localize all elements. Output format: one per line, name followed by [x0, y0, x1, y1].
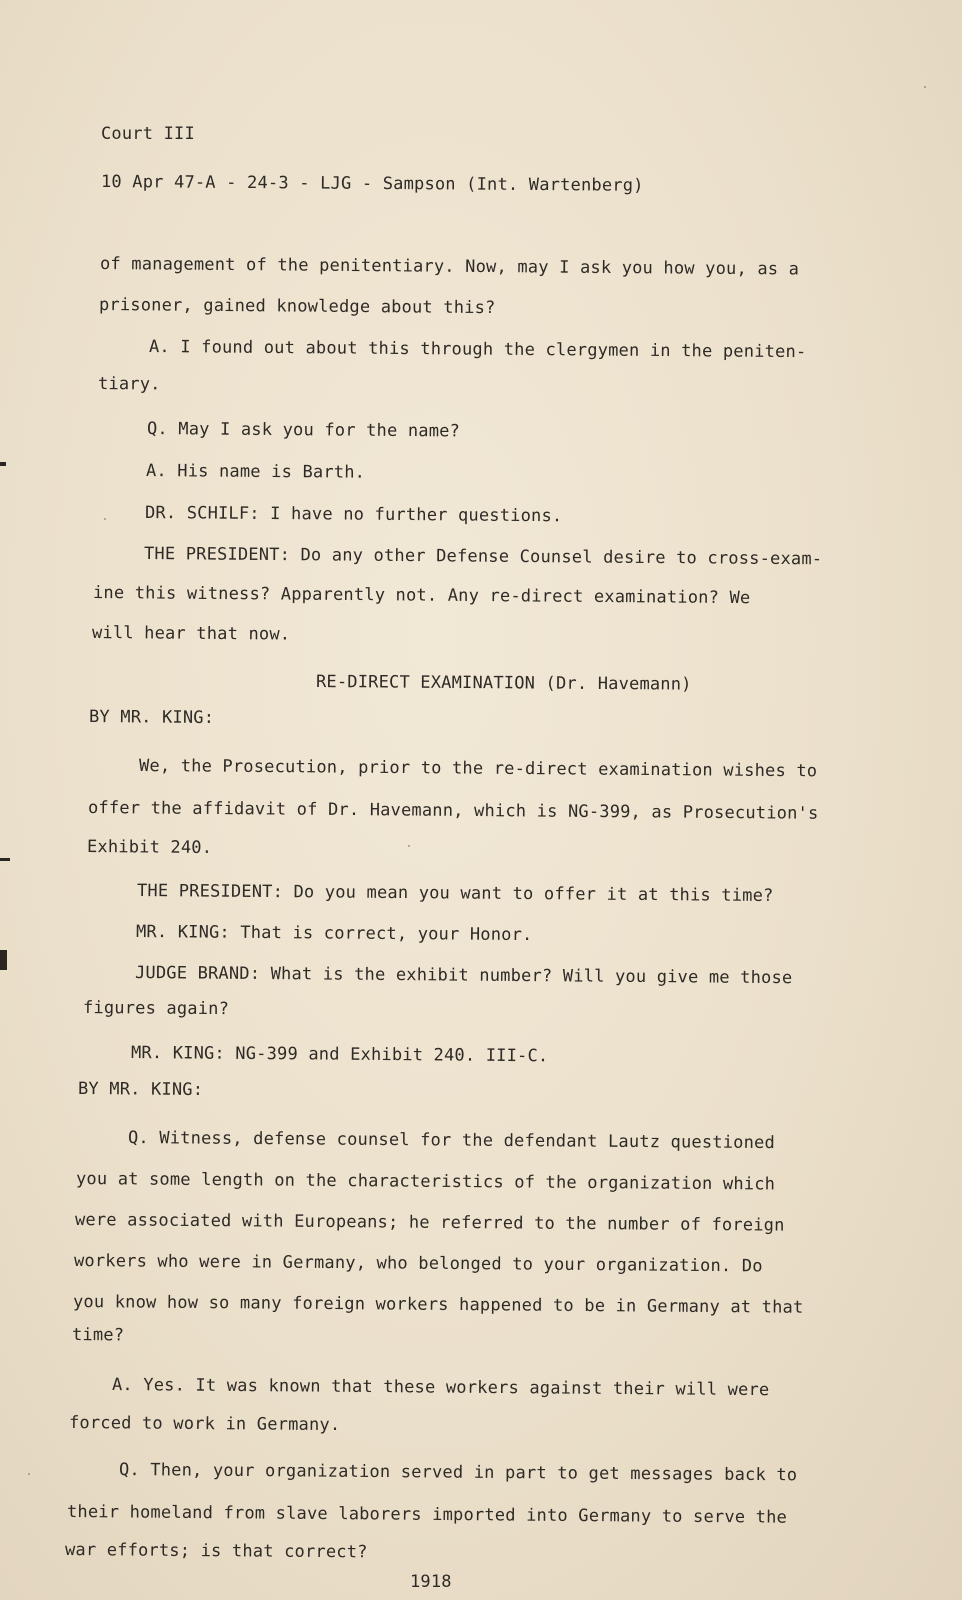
speaker-line: We, the Prosecution, prior to the re-direct examination wishes to	[138, 756, 818, 782]
body-line: their homeland from slave laborers imported into Germany to serve the	[66, 1502, 788, 1528]
body-line: workers who were in Germany, who belonged to your organization. Do	[73, 1251, 763, 1277]
question-line: Q. Witness, defense counsel for the defendant Lautz questioned	[127, 1128, 776, 1154]
body-line: offer the affidavit of Dr. Havemann, which is NG-399, as Prosecution's	[87, 798, 819, 824]
speaker-line: MR. KING: NG-399 and Exhibit 240. III-C.	[130, 1043, 549, 1067]
question-line: Q. May I ask you for the name?	[146, 419, 461, 442]
answer-line: A. Yes. It was known that these workers against their will were	[111, 1375, 770, 1401]
answer-line: A. I found out about this through the clergymen in the peniten-	[148, 337, 807, 363]
body-line: of management of the penitentiary. Now, may I ask you how you, as a	[99, 254, 800, 280]
body-line: were associated with Europeans; he referred to the number of foreign	[74, 1210, 785, 1236]
body-line: ine this witness? Apparently not. Any re-direct examination? We	[92, 583, 751, 609]
speaker-line: JUDGE BRAND: What is the exhibit number? Will you give me those	[134, 963, 793, 989]
examiner-label: BY MR. KING:	[77, 1079, 204, 1100]
body-line: forced to work in Germany.	[68, 1413, 341, 1436]
body-line: will hear that now.	[91, 623, 291, 645]
speaker-line: DR. SCHILF: I have no further questions.	[144, 503, 563, 527]
body-line: tiary.	[97, 374, 161, 395]
scan-edge-mark	[0, 950, 7, 970]
body-line: time?	[71, 1325, 125, 1346]
court-label: Court III	[101, 124, 195, 144]
speaker-line: THE PRESIDENT: Do any other Defense Counsel desire to cross-exam-	[143, 544, 823, 570]
paper-speck	[924, 86, 926, 88]
paper-speck	[408, 845, 410, 847]
speaker-line: THE PRESIDENT: Do you mean you want to offer it at this time?	[136, 881, 774, 906]
page-number: 1918	[410, 1572, 452, 1592]
session-header: 10 Apr 47-A - 24-3 - LJG - Sampson (Int. Wartenberg)	[100, 172, 644, 196]
paper-speck	[28, 1473, 30, 1475]
body-line: prisoner, gained knowledge about this?	[98, 295, 496, 319]
scan-edge-mark	[0, 858, 10, 861]
body-line: war efforts; is that correct?	[64, 1540, 368, 1563]
body-line: figures again?	[82, 998, 230, 1020]
answer-line: A. His name is Barth.	[145, 461, 366, 483]
body-line: you know how so many foreign workers happened to be in Germany at that	[72, 1292, 804, 1318]
section-heading: RE-DIRECT EXAMINATION (Dr. Havemann)	[315, 672, 692, 695]
question-line: Q. Then, your organization served in part to get messages back to	[118, 1460, 798, 1486]
body-line: Exhibit 240.	[86, 837, 213, 858]
speaker-line: MR. KING: That is correct, your Honor.	[135, 922, 533, 946]
body-line: you at some length on the characteristics of the organization which	[75, 1169, 776, 1195]
examiner-label: BY MR. KING:	[88, 707, 215, 728]
paper-speck	[104, 518, 106, 520]
scan-edge-mark	[0, 462, 6, 466]
